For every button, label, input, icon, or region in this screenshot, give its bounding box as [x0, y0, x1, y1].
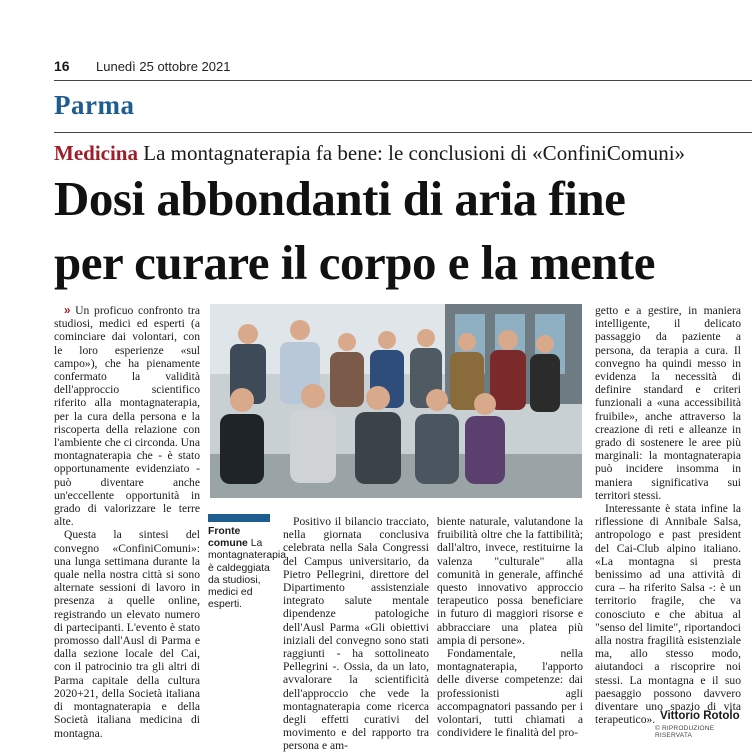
column-4-paragraph-2: Interessante è stata infine la riflessione di Annibale Salsa, antropologo e past president del Cai-Club alpino italiano. «La montagna si presta benissimo ad una attività di cura – ha riferito Salsa -: è un territorio fragile, che va conosciuto e che abitua al "senso del limite", riportandoci alla nostra fragilità esistenziale ma, allo stesso modo, aiutandoci a riscoprire noi stessi. La montagna e il suo paesaggio possono davvero diventare uno spazio di vita terapeutico».	[595, 502, 741, 727]
article-kicker	[54, 141, 752, 166]
caption-accent-bar	[208, 514, 270, 522]
author-byline: Vittorio Rotolo	[660, 710, 740, 722]
caption-text: La montagnaterapia è caldeggiata da studiosi, medici ed esperti.	[208, 538, 286, 611]
column-1-paragraph-1: Un proficuo confronto tra studiosi, medici ed esperti (a cominciare dai volontari, con le loro esperienze «sul campo»), che ha pienamente confermato la validità dell'approccio scientifico riferito alla montagnaterapia, per la cura della persona e la riscoperta della relazione con l'ambiente che ci circonda. Una montagnaterapia che - è stato opportunamente evidenziato - può diventare anche un'eccellente opportunità in grado di valorizzare le terre alte.	[54, 304, 200, 529]
article-column-1	[54, 304, 200, 740]
column-3-paragraph-1: biente naturale, valutandone la fruibilità oltre che la fattibilità; dall'altro, invece, restituirne la valenza "culturale" alla comunità in generale, affinché questo innovativo approccio terapeutico possa beneficiare in futuro di maggiori risorse e abbracciare una platea più ampia di persone».	[437, 515, 583, 647]
article-column-2	[283, 515, 429, 753]
issue-date: Lunedì 25 ottobre 2021	[96, 59, 231, 74]
article-column-3	[437, 515, 583, 739]
headline-line-1: Dosi abbondanti di aria fine	[54, 171, 626, 226]
copyright-notice: © RIPRODUZIONE RISERVATA	[655, 725, 715, 739]
page-header-bar	[54, 58, 752, 80]
column-3-paragraph-2: Fondamentale, nella montagnaterapia, l'apporto delle diverse competenze: dai professionisti agli accompagnatori passando per i volontari, tutti chiamati a condividere le finalità del pro-	[437, 647, 583, 740]
column-2-paragraph-1: Positivo il bilancio tracciato, nella giornata conclusiva celebrata nella Sala Congressi del Campus universitario, da Pietro Pellegrini, direttore del Dipartimento assistenziale integrato salute mentale dipendenze patologiche dell'Ausl Parma «Gli obiettivi iniziali del convegno sono stati raggiunti - ha sottolineato Pellegrini -. Ossia, da un lato, avvalorare la scientificità dell'approccio che vede la montagnaterapia come ricerca degli effetti curativi del movimento e del rapporto tra persona e am-	[283, 515, 429, 753]
group-photo	[210, 304, 582, 498]
lead-quote-mark: »	[64, 304, 71, 317]
column-1-paragraph-2: Questa la sintesi del convegno «ConfiniComuni»: una lunga settimana durante la quale nella nostra città si sono alternate sessioni di lavoro in presenza a quelle online, registrando un elevato numero di partecipanti. L'evento è stato promosso dall'Ausl di Parma e dalla sezione locale del Cai, con il patrocinio tra gli altri di Parma capitale della cultura 2020+21, della Società italiana di montagnaterapia e della Società italiana medicina di montagna.	[54, 528, 200, 740]
kicker-label: Medicina	[54, 141, 138, 165]
header-divider	[54, 80, 752, 81]
section-divider	[54, 132, 752, 133]
photo-caption	[208, 514, 286, 611]
kicker-subtitle: La montagnaterapia fa bene: le conclusioni di «ConfiniComuni»	[143, 141, 686, 165]
column-4-paragraph-1: getto e a gestire, in maniera intelligente, il delicato passaggio da paziente a persona, da terapia a cura. Il convegno ha quindi messo in evidenza la necessità di definire standard e criteri funzionali a «una accessibilità fruibile», anche attraverso la creazione di reti e alleanze in grado di sostenere le aree più marginali: la montagnaterapia può incidere insomma in maniera significativa sui territori stessi.	[595, 304, 741, 502]
headline-line-2: per curare il corpo e la mente	[54, 235, 655, 290]
page-number: 16	[54, 58, 70, 74]
caption-title: Fronte comune	[208, 526, 248, 550]
group-photo-image	[210, 304, 582, 498]
article-column-4	[595, 304, 741, 727]
section-title: Parma	[54, 90, 135, 120]
